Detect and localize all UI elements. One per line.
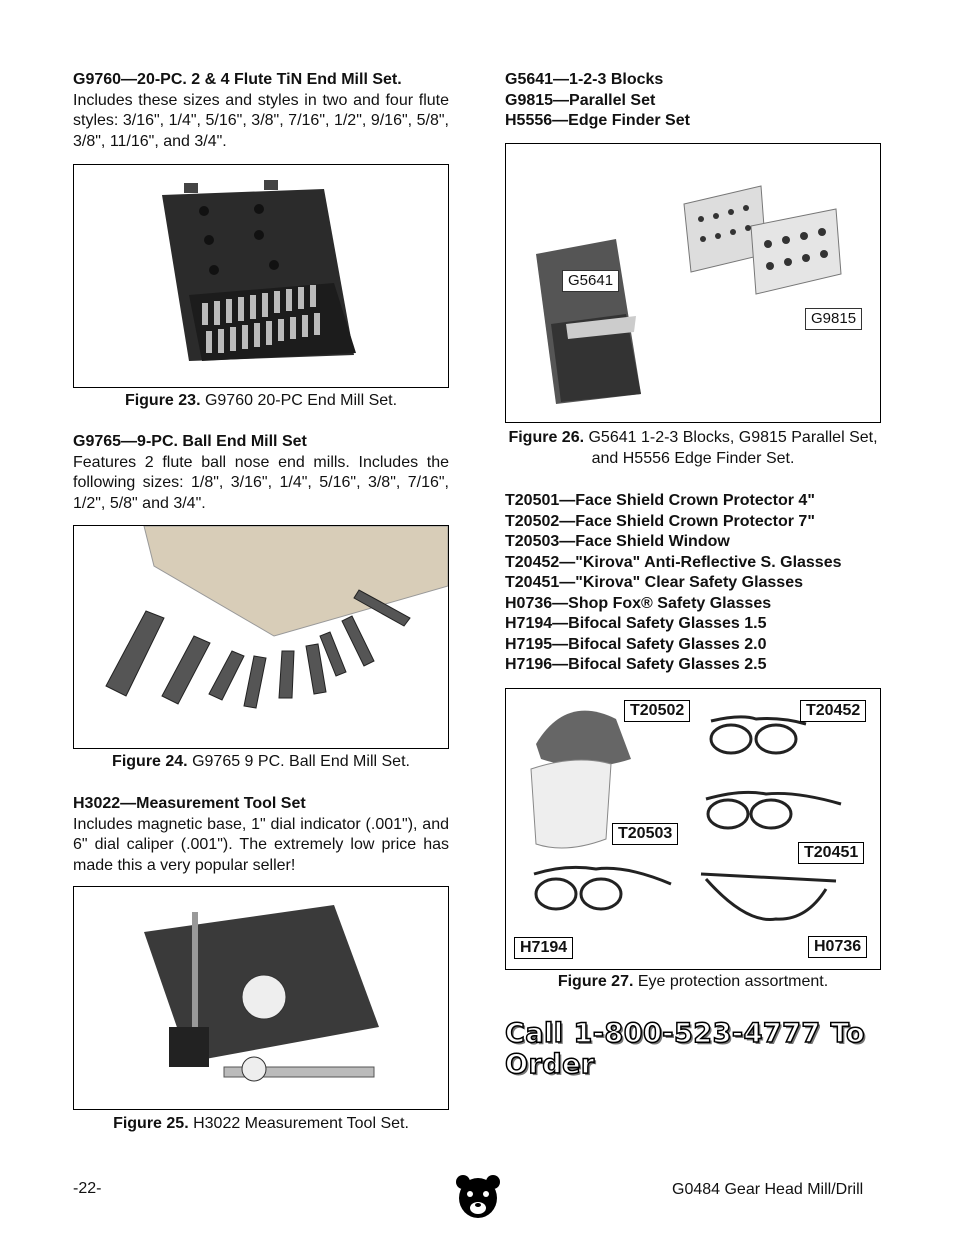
safety-headings xyxy=(505,491,905,676)
g9760-description xyxy=(73,91,449,153)
eye-protection-image xyxy=(506,689,880,969)
g5641-heading: G5641—1-2-3 Blocks xyxy=(505,71,664,88)
figure-25-box xyxy=(73,886,449,1110)
h7195-heading: H7195—Bifocal Safety Glasses 2.0 xyxy=(505,635,767,653)
blocks-headings xyxy=(505,70,881,132)
h3022-heading: H3022—Measurement Tool Set xyxy=(73,795,306,812)
h7196-heading: H7196—Bifocal Safety Glasses 2.5 xyxy=(505,656,767,673)
figure-26-caption: Figure 26. G5641 1-2-3 Blocks, G9815 Parallel Set, and H5556 Edge Finder Set. xyxy=(508,429,878,467)
g9760-text: Includes these sizes and styles in two and four flute styles: xyxy=(73,91,449,129)
model-name: G0484 Gear Head Mill/Drill xyxy=(672,1181,864,1198)
figure-24-box xyxy=(73,525,449,749)
g9765-description xyxy=(73,453,449,515)
figure-24-caption: Figure 24. G9765 9 PC. Ball End Mill Set. xyxy=(112,753,410,770)
page-number: -22- xyxy=(73,1180,102,1197)
ball-end-mill-image xyxy=(74,526,448,748)
t20452-heading: T20452—"Kirova" Anti-Reflective S. Glasses xyxy=(505,553,842,571)
call-to-order-banner: Call 1-800-523-4777 To Order xyxy=(505,1018,865,1080)
g9765-heading: G9765—9-PC. Ball End Mill Set xyxy=(73,433,307,450)
g9760-sizes: 3/16", 1/4", 5/16", 3/8", 7/16", 1/2", 9/16", 5/8", 3/8", 11/16", and 3/4". xyxy=(73,112,449,150)
t20501-heading: T20501—Face Shield Crown Protector 4" xyxy=(505,492,815,509)
t20503-heading: T20503—Face Shield Window xyxy=(505,533,730,550)
t20451-label: T20451 xyxy=(798,842,864,864)
g9765-sizes: 1/8", 3/16", 1/4", 5/16", 3/8", 7/16", 1/2", 5/8" and 3/4". xyxy=(73,474,450,512)
t20451-heading: T20451—"Kirova" Clear Safety Glasses xyxy=(505,574,803,591)
grizzly-bear-logo-icon xyxy=(455,1172,501,1222)
figure-26-box xyxy=(505,143,881,423)
end-mill-set-image xyxy=(74,165,448,387)
h7194-heading: H7194—Bifocal Safety Glasses 1.5 xyxy=(505,615,767,632)
figure-27-box xyxy=(505,688,881,970)
figure-23-box xyxy=(73,164,449,388)
g9760-section xyxy=(73,70,449,152)
figure-27-caption: Figure 27. Eye protection assortment. xyxy=(557,973,829,990)
figure-23-caption: Figure 23. G9760 20-PC End Mill Set. xyxy=(124,392,398,409)
t20503-label: T20503 xyxy=(612,823,678,845)
h7194-label: H7194 xyxy=(514,937,573,959)
h3022-description: Includes magnetic base, 1" dial indicator (.001"), and 6" dial caliper (.001"). The extremely low price has made this a very popular seller! xyxy=(73,815,449,874)
t20502-label: T20502 xyxy=(624,700,690,722)
h5556-heading: H5556—Edge Finder Set xyxy=(505,112,690,129)
g5641-label: G5641 xyxy=(562,270,619,292)
t20452-label: T20452 xyxy=(800,700,866,722)
g9765-section xyxy=(73,432,449,514)
h3022-section xyxy=(73,794,449,876)
measurement-tool-image xyxy=(74,887,448,1109)
t20502-heading: T20502—Face Shield Crown Protector 7" xyxy=(505,512,815,530)
figure-25-caption: Figure 25. H3022 Measurement Tool Set. xyxy=(113,1115,409,1132)
h0736-label: H0736 xyxy=(808,936,867,958)
g9765-text: Features 2 flute ball nose end mills. Includes the following sizes: xyxy=(73,453,449,491)
g9815-heading: G9815—Parallel Set xyxy=(505,91,656,109)
g9815-label: G9815 xyxy=(805,308,862,330)
g9760-heading: G9760—20-PC. 2 & 4 Flute TiN End Mill Set. xyxy=(73,71,402,88)
h0736-heading: H0736—Shop Fox® Safety Glasses xyxy=(505,594,772,612)
